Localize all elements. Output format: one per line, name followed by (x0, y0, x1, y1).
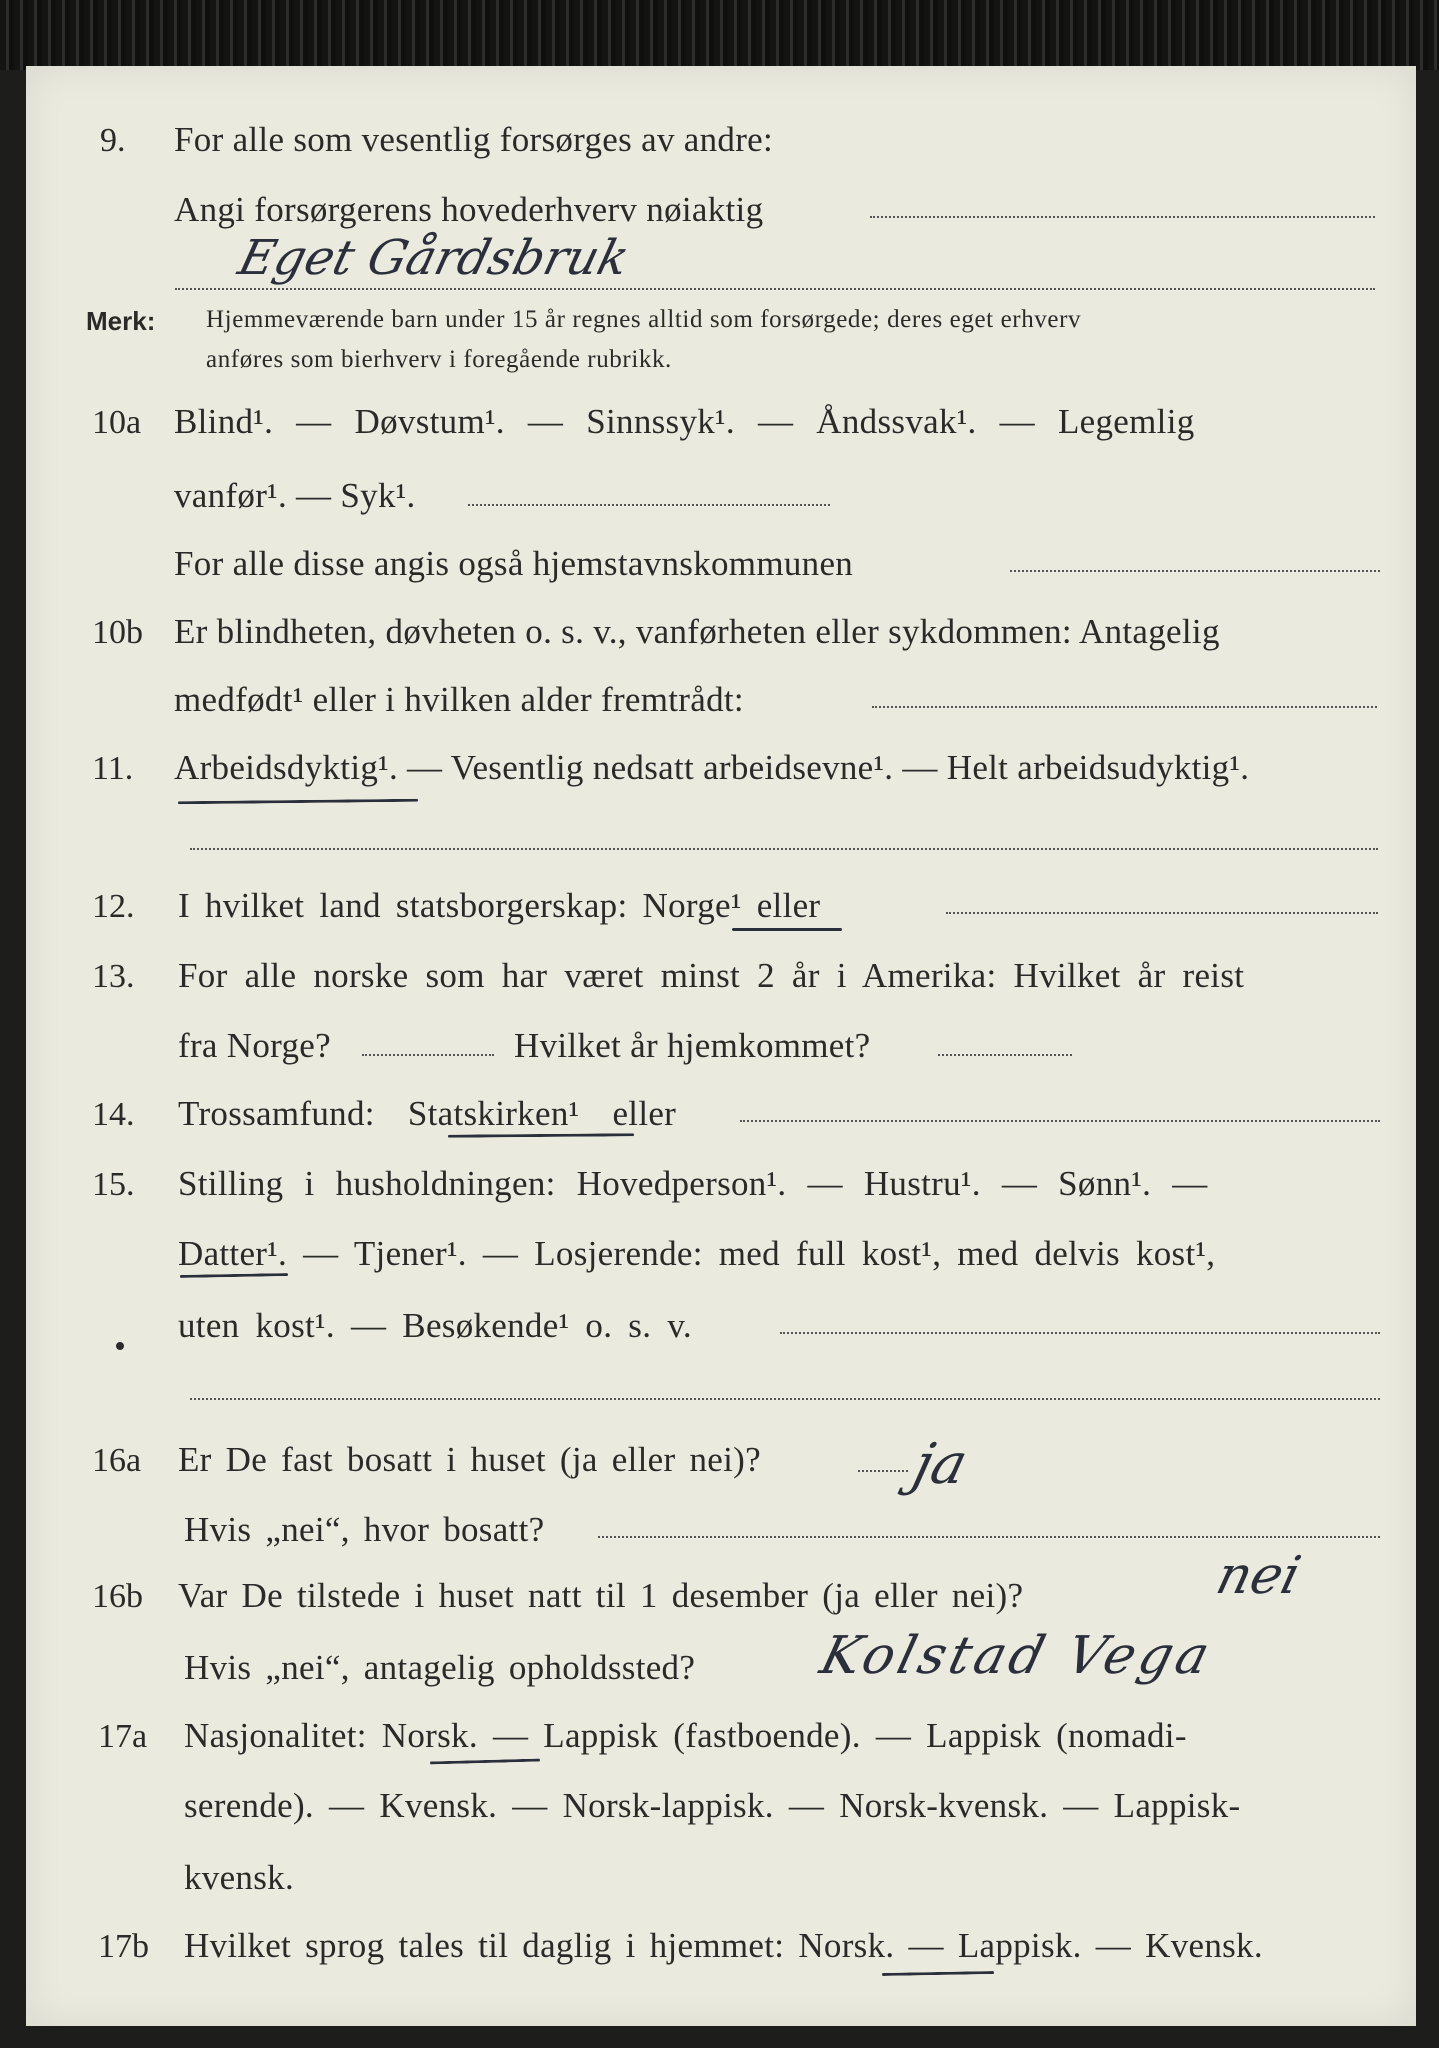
question-number: 14. (92, 1096, 135, 1133)
handwritten-answer: nei (1210, 1546, 1307, 1606)
question-text: Hvilket år hjemkommet? (514, 1026, 871, 1065)
question-number: 11. (92, 750, 134, 787)
ink-dot (116, 1342, 124, 1350)
question-number: 10b (92, 614, 143, 651)
question-text: kvensk. (184, 1858, 295, 1897)
answer-line (468, 504, 830, 506)
question-text: For alle norske som har været minst 2 år i Amerika: Hvilket år reist (178, 956, 1245, 995)
question-number: 12. (92, 888, 135, 925)
question-number: 16b (92, 1578, 143, 1615)
question-text: Blind¹. — Døvstum¹. — Sinnssyk¹. — Åndssvak¹. — Legemlig (174, 402, 1195, 441)
note-text: anføres som bierhverv i foregående rubrikk. (206, 346, 672, 373)
question-text: Arbeidsdyktig¹. — Vesentlig nedsatt arbeidsevne¹. — Helt arbeidsudyktig¹. (174, 748, 1250, 787)
handwritten-underline (732, 928, 842, 931)
answer-line (938, 1054, 1072, 1056)
answer-line (872, 706, 1377, 708)
question-text: Angi forsørgerens hovederhverv nøiaktig (174, 190, 764, 229)
answer-line (780, 1332, 1380, 1334)
question-text: I hvilket land statsborgerskap: Norge¹ eller (178, 886, 821, 925)
answer-line (175, 288, 1375, 290)
question-number: 16a (92, 1442, 142, 1479)
question-text: For alle disse angis også hjemstavnskommunen (174, 544, 854, 583)
question-text: serende). — Kvensk. — Norsk-lappisk. — Norsk-kvensk. — Lappisk- (184, 1786, 1241, 1825)
question-text: Datter¹. — Tjener¹. — Losjerende: med full kost¹, med delvis kost¹, (178, 1234, 1216, 1273)
answer-line (870, 216, 1375, 218)
question-number: 9. (100, 122, 126, 159)
answer-line (858, 1470, 908, 1472)
answer-line (190, 1398, 1380, 1400)
answer-line (362, 1054, 494, 1056)
scan-top-edge (0, 0, 1439, 70)
question-text: Er De fast bosatt i huset (ja eller nei)? (178, 1440, 761, 1479)
question-text: Er blindheten, døvheten o. s. v., vanførheten eller sykdommen: Antagelig (174, 612, 1220, 651)
question-number: 17b (98, 1928, 149, 1965)
question-text: Var De tilstede i huset natt til 1 desember (ja eller nei)? (178, 1576, 1024, 1615)
handwritten-answer: Eget Gårdsbruk (233, 230, 635, 286)
question-text: vanfør¹. — Syk¹. (174, 476, 416, 515)
answer-line (946, 912, 1378, 914)
question-text: Hvis „nei“, antagelig opholdssted? (184, 1648, 696, 1687)
question-text: fra Norge? (178, 1026, 331, 1065)
question-number: 15. (92, 1166, 135, 1203)
question-text: Hvilket sprog tales til daglig i hjemmet: Norsk. — Lappisk. — Kvensk. (184, 1926, 1263, 1965)
handwritten-answer: Kolstad Vega (814, 1626, 1220, 1686)
question-text: medfødt¹ eller i hvilken alder fremtrådt: (174, 680, 744, 719)
question-text: Stilling i husholdningen: Hovedperson¹. — Hustru¹. — Sønn¹. — (178, 1164, 1208, 1203)
answer-line (740, 1120, 1380, 1122)
note-text: Hjemmeværende barn under 15 år regnes alltid som forsørgede; deres eget erhverv (206, 306, 1082, 333)
question-text: uten kost¹. — Besøkende¹ o. s. v. (178, 1306, 692, 1345)
answer-line (190, 848, 1378, 850)
question-text: Hvis „nei“, hvor bosatt? (184, 1510, 545, 1549)
question-text: Trossamfund: Statskirken¹ eller (178, 1094, 677, 1133)
question-number: 13. (92, 958, 135, 995)
question-number: 10a (92, 404, 142, 441)
question-text: For alle som vesentlig forsørges av andre: (174, 120, 774, 159)
note-label: Merk: (86, 306, 156, 336)
question-number: 17a (98, 1718, 148, 1755)
answer-line (1010, 570, 1380, 572)
question-text: Nasjonalitet: Norsk. — Lappisk (fastboende). — Lappisk (nomadi- (184, 1716, 1187, 1755)
handwritten-answer: ja (906, 1432, 974, 1497)
answer-line (598, 1536, 1380, 1538)
